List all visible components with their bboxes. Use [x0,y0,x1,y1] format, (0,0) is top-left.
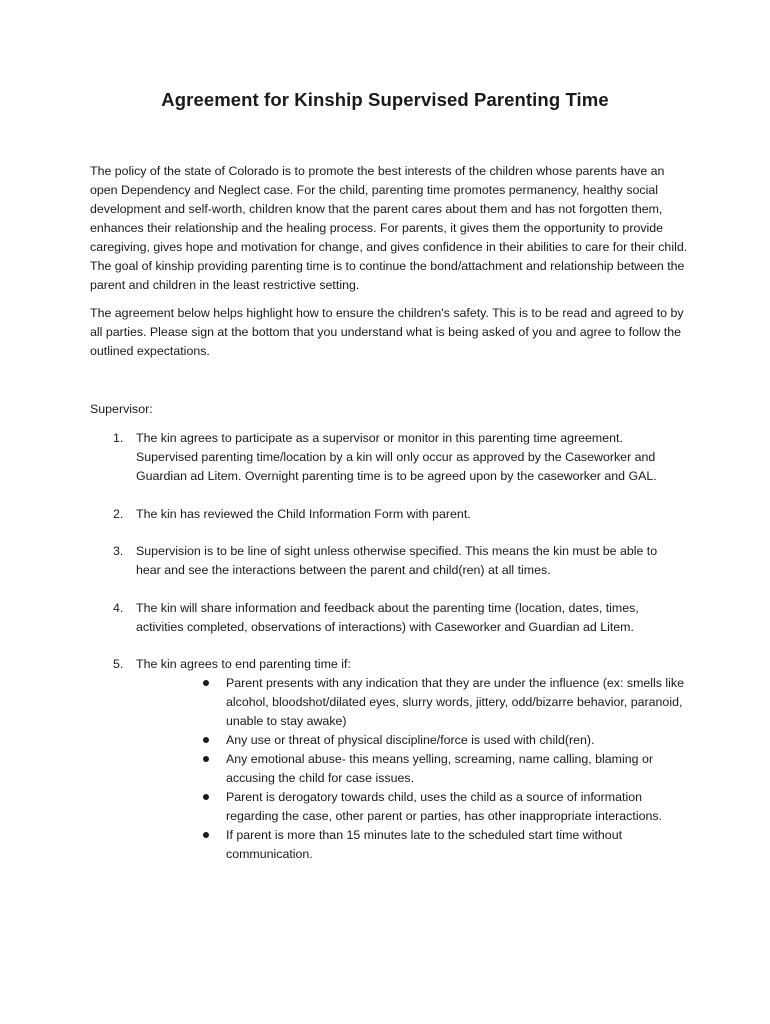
list-item-text: The kin will share information and feedback about the parenting time (location, dates, times, activities completed, observations of interactions) with Caseworker and Guardian ad Litem. [136,601,639,634]
agreement-paragraph: The agreement below helps highlight how to ensure the children's safety. This is to be read and agreed to by all parties. Please sign at the bottom that you understand what is being asked of you and agree to follow the outlined expectations. [90,306,684,358]
list-item-text: The kin agrees to participate as a supervisor or monitor in this parenting time agreement. Supervised parenting time/location by a kin will only occur as approved by the Caseworker and Guardian ad Litem. Overnight parenting time is to be agreed upon by the caseworker and GAL. [136,431,657,483]
bullet-list [200,674,690,864]
list-item-number: 1. [113,431,124,445]
list-item-number: 4. [113,601,124,615]
list-item-text: The kin has reviewed the Child Information Form with parent. [136,507,471,521]
bullet-text: Parent is derogatory towards child, uses the child as a source of information regarding the case, other parent or parties, has other inappropriate interactions. [226,790,662,823]
document-title: Agreement for Kinship Supervised Parenting Time [161,89,609,110]
bullet-item [200,788,690,826]
bullet-icon [203,832,209,838]
bullet-icon [203,737,209,743]
bullet-text: Parent presents with any indication that they are under the influence (ex: smells like alcohol, bloodshot/dilated eyes, slurry words, jittery, odd/bizarre behavior, paranoid, unable to stay awake) [226,676,685,728]
section-label-supervisor: Supervisor: [90,402,153,416]
intro-paragraph: The policy of the state of Colorado is to promote the best interests of the children whose parents have an open Dependency and Neglect case. For the child, parenting time promotes permanency, healthy social development and self-worth, children know that the parent cares about them and has not forgotten them, enhances their relationship and the healing process. For parents, it gives them the opportunity to provide caregiving, gives hope and motivation for change, and gives confidence in their abilities to care for their child. The goal of kinship providing parenting time is to continue the bond/attachment and relationship between the parent and children in the least restrictive setting. [90,164,688,292]
bullet-item [200,826,690,864]
bullet-icon [203,756,209,762]
bullet-item [200,750,690,788]
bullet-text: Any emotional abuse- this means yelling, screaming, name calling, blaming or accusing the child for case issues. [226,752,653,785]
list-item-text: Supervision is to be line of sight unless otherwise specified. This means the kin must be able to hear and see the interactions between the parent and child(ren) at all times. [136,544,658,577]
list-item-number: 2. [113,507,124,521]
bullet-text: Any use or threat of physical discipline/force is used with child(ren). [226,733,595,747]
bullet-item [200,674,690,731]
list-item-text: The kin agrees to end parenting time if: [136,657,351,671]
list-item-number: 3. [113,544,124,558]
bullet-icon [203,680,209,686]
list-item-number: 5. [113,657,124,671]
bullet-item [200,731,690,750]
bullet-text: If parent is more than 15 minutes late to the scheduled start time without communication. [226,828,623,861]
bullet-icon [203,794,209,800]
